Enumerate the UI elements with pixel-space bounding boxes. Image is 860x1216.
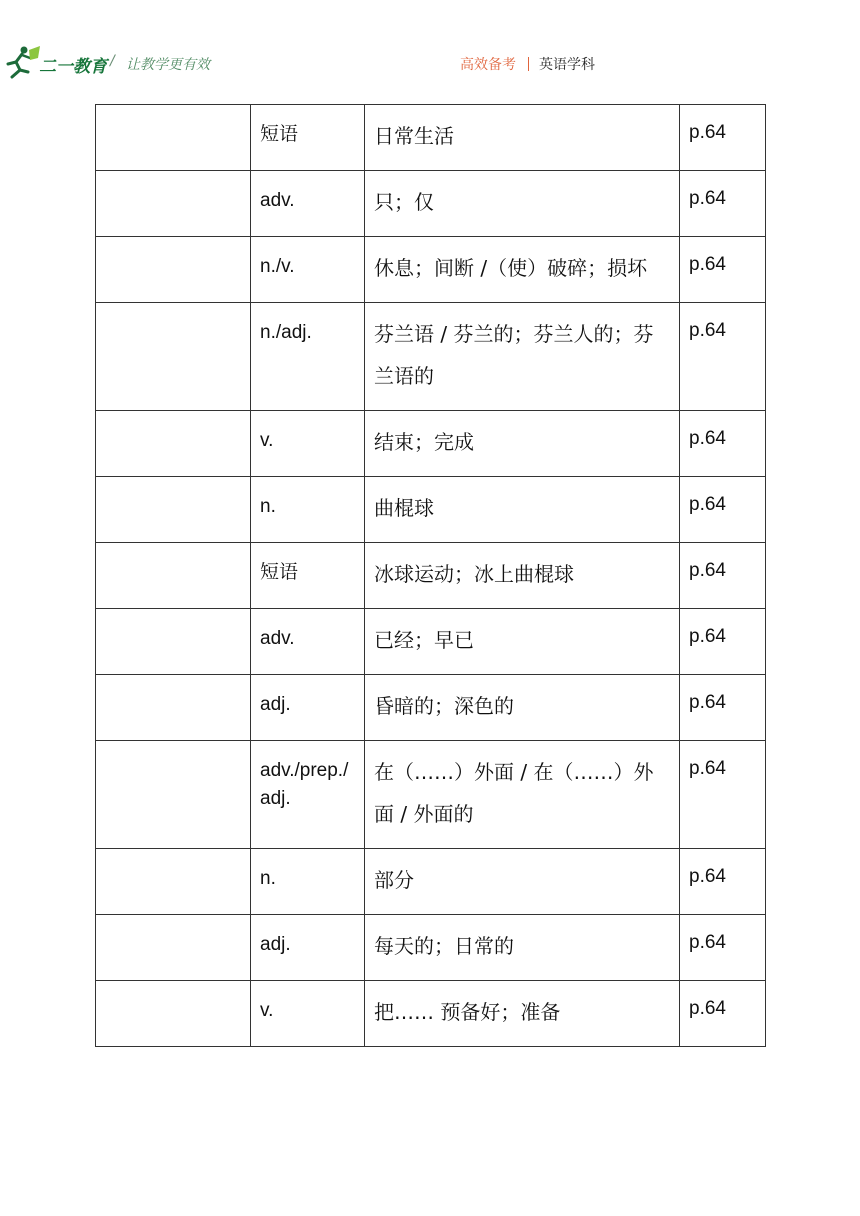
page-ref-cell: p.64 xyxy=(680,849,766,915)
exam-label: 高效备考 xyxy=(460,57,516,73)
part-of-speech-cell: adv./prep./ adj. xyxy=(251,741,365,849)
part-of-speech-cell: n./v. xyxy=(251,237,365,303)
part-of-speech-cell: v. xyxy=(251,981,365,1047)
table-row xyxy=(96,675,766,741)
page-ref-cell: p.64 xyxy=(680,741,766,849)
part-of-speech-cell: adv. xyxy=(251,609,365,675)
part-of-speech-cell: 短语 xyxy=(251,105,365,171)
running-man-logo-icon xyxy=(2,44,42,80)
part-of-speech-cell: adj. xyxy=(251,915,365,981)
meaning-cell: 已经；早已 xyxy=(365,609,680,675)
part-of-speech-cell: v. xyxy=(251,411,365,477)
part-of-speech-cell: adv. xyxy=(251,171,365,237)
part-of-speech-cell: n. xyxy=(251,477,365,543)
table-row xyxy=(96,171,766,237)
meaning-cell: 结束；完成 xyxy=(365,411,680,477)
table-row xyxy=(96,411,766,477)
meaning-cell: 芬兰语 / 芬兰的；芬兰人的；芬兰语的 xyxy=(365,303,680,411)
page-ref-cell: p.64 xyxy=(680,411,766,477)
meaning-cell: 把…… 预备好；准备 xyxy=(365,981,680,1047)
meaning-cell: 每天的；日常的 xyxy=(365,915,680,981)
meaning-cell: 休息；间断 /（使）破碎；损坏 xyxy=(365,237,680,303)
table-row xyxy=(96,237,766,303)
meaning-cell: 昏暗的；深色的 xyxy=(365,675,680,741)
page-ref-cell: p.64 xyxy=(680,609,766,675)
word-blank-cell xyxy=(96,849,251,915)
brand-slogan: 让教学更有效 xyxy=(126,57,210,73)
meaning-cell: 日常生活 xyxy=(365,105,680,171)
table-row xyxy=(96,477,766,543)
table-row xyxy=(96,915,766,981)
word-blank-cell xyxy=(96,609,251,675)
page-ref-cell: p.64 xyxy=(680,303,766,411)
word-blank-cell xyxy=(96,477,251,543)
table-row xyxy=(96,741,766,849)
brand-name: 二一教育 xyxy=(39,57,107,77)
word-blank-cell xyxy=(96,105,251,171)
part-of-speech-cell: n. xyxy=(251,849,365,915)
vocabulary-table xyxy=(95,104,766,1047)
table-row xyxy=(96,105,766,171)
page-ref-cell: p.64 xyxy=(680,675,766,741)
table-row xyxy=(96,303,766,411)
table-row xyxy=(96,609,766,675)
brand-separator: / xyxy=(110,53,115,69)
page-ref-cell: p.64 xyxy=(680,477,766,543)
page-ref-cell: p.64 xyxy=(680,105,766,171)
word-blank-cell xyxy=(96,411,251,477)
header-divider xyxy=(528,57,529,71)
subject-label: 英语学科 xyxy=(539,57,595,73)
meaning-cell: 在（……）外面 / 在（……）外面 / 外面的 xyxy=(365,741,680,849)
page-ref-cell: p.64 xyxy=(680,171,766,237)
meaning-cell: 曲棍球 xyxy=(365,477,680,543)
table-row xyxy=(96,849,766,915)
word-blank-cell xyxy=(96,171,251,237)
word-blank-cell xyxy=(96,543,251,609)
part-of-speech-cell: n./adj. xyxy=(251,303,365,411)
word-blank-cell xyxy=(96,741,251,849)
page-ref-cell: p.64 xyxy=(680,237,766,303)
table-row xyxy=(96,543,766,609)
page-ref-cell: p.64 xyxy=(680,915,766,981)
word-blank-cell xyxy=(96,915,251,981)
page-ref-cell: p.64 xyxy=(680,981,766,1047)
word-blank-cell xyxy=(96,675,251,741)
table-row xyxy=(96,981,766,1047)
page-ref-cell: p.64 xyxy=(680,543,766,609)
part-of-speech-cell: 短语 xyxy=(251,543,365,609)
word-blank-cell xyxy=(96,237,251,303)
meaning-cell: 只；仅 xyxy=(365,171,680,237)
page-header xyxy=(0,0,860,90)
meaning-cell: 部分 xyxy=(365,849,680,915)
meaning-cell: 冰球运动；冰上曲棍球 xyxy=(365,543,680,609)
header-right xyxy=(460,54,595,74)
word-blank-cell xyxy=(96,303,251,411)
word-blank-cell xyxy=(96,981,251,1047)
part-of-speech-cell: adj. xyxy=(251,675,365,741)
